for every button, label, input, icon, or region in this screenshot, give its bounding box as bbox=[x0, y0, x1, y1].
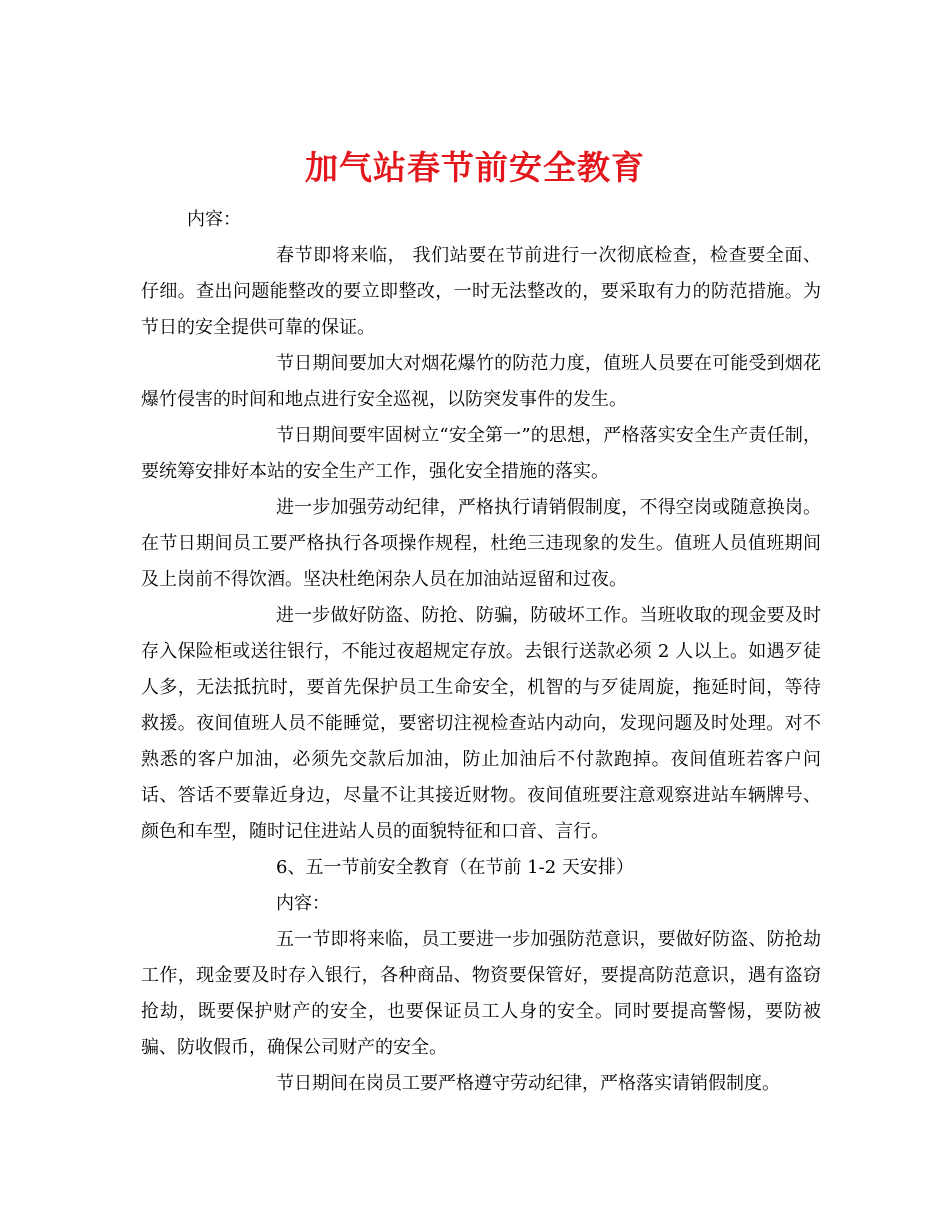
section6-content-label: 内容： bbox=[276, 893, 330, 914]
section6-heading: 6、五一节前安全教育（在节前 1-2 天安排） bbox=[276, 857, 634, 878]
paragraph-fireworks: 节日期间要加大对烟花爆竹的防范力度，值班人员要在可能受到烟花爆竹侵害的时间和地点进行安全巡视，以防突发事件的发生。 bbox=[141, 353, 821, 410]
section6-paragraph-discipline: 节日期间在岗员工要严格遵守劳动纪律，严格落实请销假制度。 bbox=[276, 1073, 780, 1094]
paragraph-inspection: 春节即将来临， 我们站要在节前进行一次彻底检查，检查要全面、仔细。查出问题能整改的要立即整改，一时无法整改的，要采取有力的防范措施。为节日的安全提供可靠的保证。 bbox=[141, 245, 821, 338]
document-title: 加气站春节前安全教育 bbox=[305, 148, 645, 188]
paragraph-anti-theft: 进一步做好防盗、防抢、防骗，防破坏工作。当班收取的现金要及时存入保险柜或送往银行，不能过夜超规定存放。去银行送款必须 2 人以上。如遇歹徒人多，无法抵抗时，要首先保护员工生命安全，机智的与歹徒周旋，拖延时间，等待救援。夜间值班人员不能睡觉，要密切注视检查站内动向，发现问题及时处理。对不熟悉的客户加油，必须先交款后加油，防止加油后不付款跑掉。夜间值班若客户问话、答话不要靠近身边，尽量不让其接近财物。夜间值班要注意观察进站车辆牌号、颜色和车型，随时记住进站人员的面貌特征和口音、言行。 bbox=[141, 605, 821, 842]
paragraph-safety-first: 节日期间要牢固树立“安全第一”的思想，严格落实安全生产责任制，要统筹安排好本站的安全生产工作，强化安全措施的落实。 bbox=[141, 425, 821, 482]
section6-paragraph-prevention: 五一节即将来临，员工要进一步加强防范意识，要做好防盗、防抢劫工作，现金要及时存入银行，各种商品、物资要保管好，要提高防范意识，遇有盗窃抢劫，既要保护财产的安全，也要保证员工人身的安全。同时要提高警惕，要防被骗、防收假币，确保公司财产的安全。 bbox=[141, 929, 821, 1058]
content-label: 内容： bbox=[187, 209, 241, 230]
paragraph-discipline: 进一步加强劳动纪律，严格执行请销假制度，不得空岗或随意换岗。在节日期间员工要严格执行各项操作规程，杜绝三违现象的发生。值班人员值班期间及上岗前不得饮酒。坚决杜绝闲杂人员在加油站逗留和过夜。 bbox=[141, 497, 821, 590]
document-body bbox=[141, 202, 821, 1102]
